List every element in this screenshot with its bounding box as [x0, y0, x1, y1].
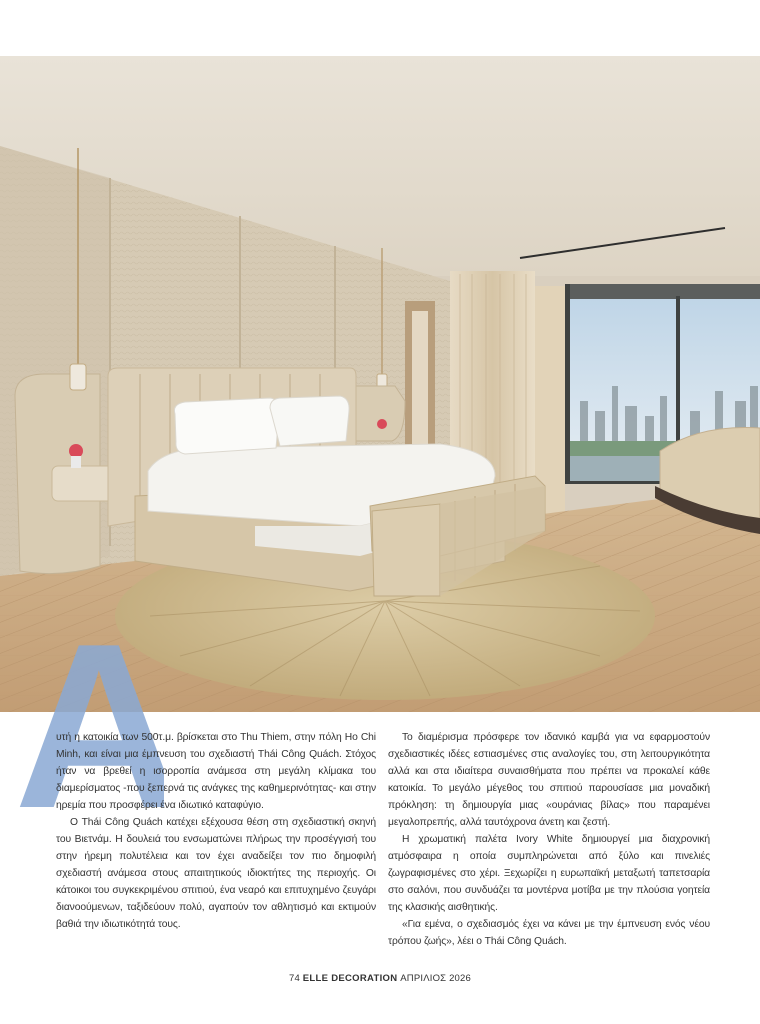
article-right-column [388, 729, 710, 950]
paragraph-designer: Ο Thái Công Quách κατέχει εξέχουσα θέση στη σχεδιαστική σκηνή του Βιετνάμ. Η δουλειά του ενσωματώνει πλήρως την προσέγγισή του στην ήρεμη πολυτέλεια και τον έχει αναδείξει τον πιο δημοφιλή σχεδιαστή ανάμεσα στους απαιτητικούς ιδιοκτήτες της περιοχής. Οι κάτοικοι του συγκεκριμένου σπιτιού, ένα νεαρό και επιτυχημένο ζευγάρι διανοούμενων, ταξιδεύουν πολύ, αγαπούν τον αθλητισμό και εκτιμούν βαθιά την ιδιωτικότητά τους. [56, 817, 376, 930]
page-footer [0, 973, 760, 984]
paragraph-canvas: Το διαμέρισμα πρόσφερε τον ιδανικό καμβά για να εφαρμοστούν σχεδιαστικές ιδέες εστιασμένες στις αναλογίες του, στη λειτουργικότητα αλλά και στα ιδιαίτερα συναισθήματα που πρέπει να προκαλεί κάθε κατοικία. Το μεγάλο μέγεθος του σπιτιού παρουσίασε μια μοναδική πρόκληση: τη δημιουργία μιας «ουράνιας βίλας» που παραμένει μεγαλοπρεπής, αλλά ταυτόχρονα άνετη και ζεστή. [388, 732, 710, 828]
page-number: 74 [288, 973, 300, 984]
bedroom-illustration [0, 56, 760, 712]
article-left-column [56, 729, 376, 933]
paragraph-palette: Η χρωματική παλέτα Ivory White δημιουργεί μια διαχρονική ατμόσφαιρα η οποία συμπληρώνεται από ξύλο και πινελιές ζωγραφισμένες στο χέρι. Ξεχωρίζει η ευρωπαϊκή μεταξωτή ταπετσαρία στο σαλόνι, που συνδυάζει τα μοντέρνα μοτίβα με την πλούσια γοητεία της κλασικής αισθητικής. [388, 834, 710, 913]
magazine-name: ELLE DECORATION [302, 973, 398, 984]
paragraph-intro: υτή η κατοικία των 500τ.μ. βρίσκεται στο Thu Thiem, στην πόλη Ho Chi Minh, και είναι μια έμπνευση του σχεδιαστή Thái Công Quách. Στόχος ήταν να βρεθεί η ισορροπία ανάμεσα στη μεγάλη κλίμακα του διαμερίσματος -που ξεπερνά τις ανάγκες της καθημερινότητας- και στην ηρεμία που προσφέρει ένα ιδιωτικό καταφύγιο. [56, 732, 376, 811]
drop-cap-letter: Α [14, 632, 164, 812]
issue-date: ΑΠΡΙΛΙΟΣ 2026 [400, 973, 472, 984]
paragraph-quote: «Για εμένα, ο σχεδιασμός έχει να κάνει με την έμπνευση ενός νέου τρόπου ζωής», λέει ο Thái Công Quách. [388, 919, 710, 947]
bedroom-photo [0, 56, 760, 712]
